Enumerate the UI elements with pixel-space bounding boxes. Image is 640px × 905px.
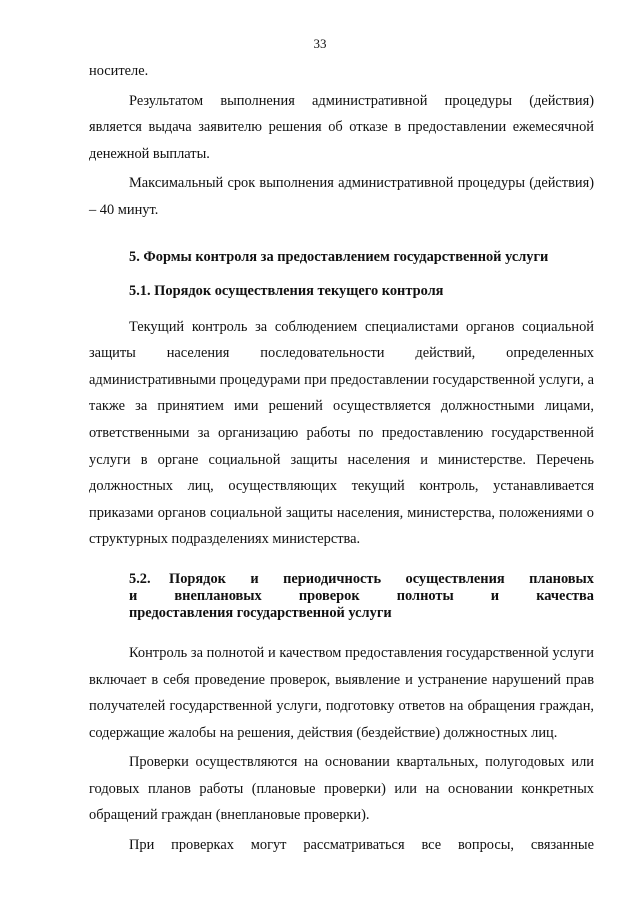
paragraph-max-time: Максимальный срок выполнения административной процедуры (действия) – 40 минут.: [89, 175, 594, 218]
paragraph-inspections: Проверки осуществляются на основании квартальных, полугодовых или годовых планов работы (плановые проверки) или на основании конкретных обращений граждан (внеплановые проверки).: [89, 754, 594, 824]
section-heading-5: 5. Формы контроля за предоставлением государственной услуги: [129, 248, 549, 265]
paragraph-continuation: носителе.: [89, 63, 149, 79]
section-heading-5-2: [89, 571, 594, 622]
paragraph-current-control: Текущий контроль за соблюдением специалистами органов социальной защиты населения последовательности действий, определенных административными процедурами при предоставлении государственной услуги, а также за принятием ими решений осуществляется должностными лицами, ответственными за организацию работы по предоставлению государственной услуги в органе социальной защиты населения и министерстве. Перечень должностных лиц, осуществляющих текущий контроль, устанавливается приказами органов социальной защиты населения, министерства, положениями о структурных подразделениях министерства.: [89, 318, 594, 548]
paragraph-inspection-questions: При проверках могут рассматриваться все вопросы, связанные: [129, 837, 594, 854]
page-number: 33: [313, 36, 327, 51]
section-heading-5-1: 5.1. Порядок осуществления текущего контроля: [129, 282, 444, 299]
section-title-line: предоставления государственной услуги: [129, 604, 392, 621]
paragraph-result: Результатом выполнения административной процедуры (действия) является выдача заявителю решения об отказе в предоставлении ежемесячной денежной выплаты.: [89, 92, 594, 162]
paragraph-quality-control: Контроль за полнотой и качеством предоставления государственной услуги включает в себя проведение проверок, выявление и устранение нарушений прав получателей государственной услуги, подготовку ответов на обращения граждан, содержащие жалобы на решения, действия (бездействие) должностных лиц.: [89, 644, 594, 741]
section-title-line: Порядок и периодичность осуществления плановых: [169, 570, 594, 587]
section-number: 5.2.: [129, 570, 151, 587]
section-title-line: и внеплановых проверок полноты и качества: [129, 587, 594, 604]
page-content: [89, 58, 594, 859]
